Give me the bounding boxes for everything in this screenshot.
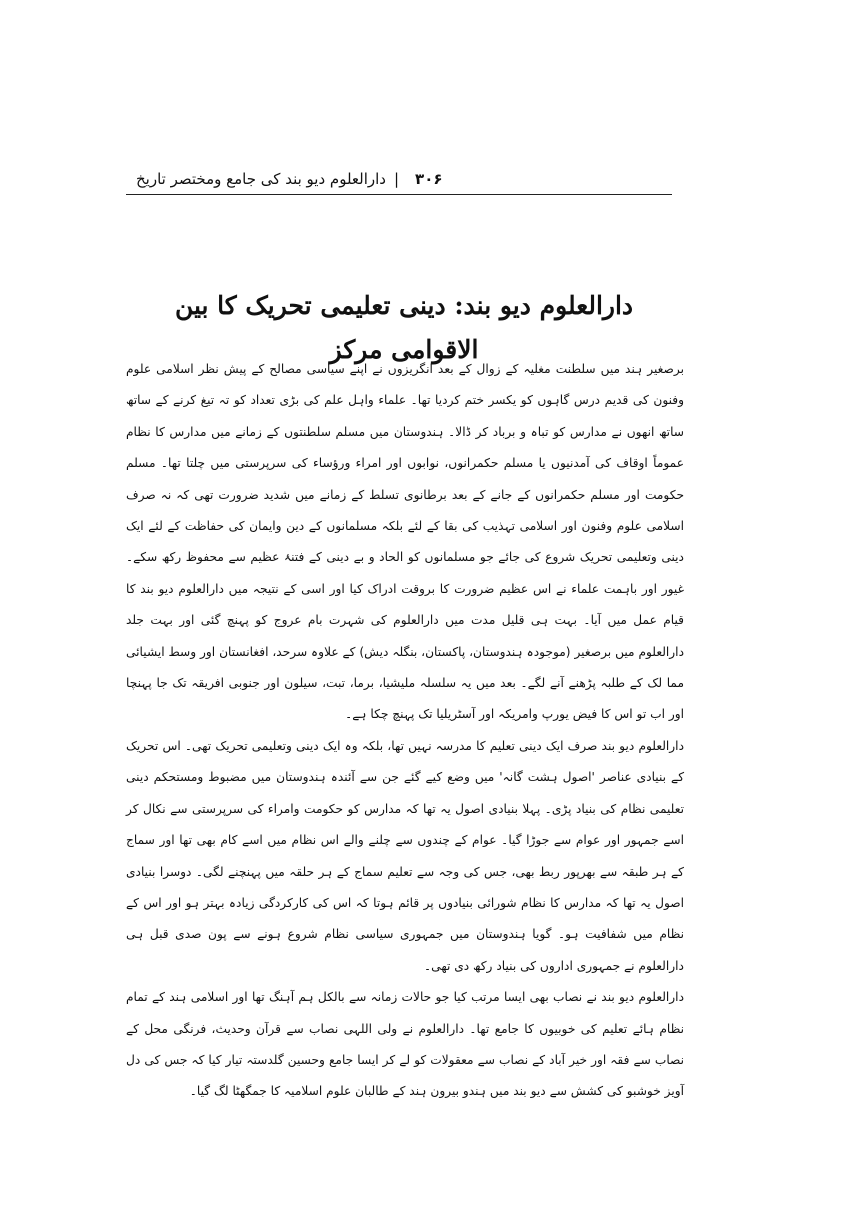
- body-text: [126, 354, 684, 1108]
- paragraph-2: دارالعلوم دیو بند صرف ایک دینی تعلیم کا مدرسہ نہیں تھا، بلکہ وہ ایک دینی وتعلیمی تحریک تھی۔ اس تحریک کے بنیادی عناصر 'اصول ہشت گانہ' میں وضع کیے گئے جن سے آئندہ ہندوستان میں مضبوط ومستحکم دینی تعلیمی نظام کی بنیاد پڑی۔ پہلا بنیادی اصول یہ تھا کہ مدارس کو حکومت وامراء کی سرپرستی سے نکال کر اسے جمہور اور عوام سے جوڑا گیا۔ عوام کے چندوں سے چلنے والے اس نظام میں اسے کام بھی تھا اور سماج کے ہر طبقہ سے بھرپور ربط بھی، جس کی وجہ سے تعلیم سماج کے ہر حلقہ میں پہنچنے لگی۔ دوسرا بنیادی اصول یہ تھا کہ مدارس کا نظام شورائی بنیادوں پر قائم ہوتا کہ اس کی کارکردگی زیادہ بہتر ہو اور اس کے نظام میں شفافیت ہو۔ گویا ہندوستان میں جمہوری سیاسی نظام شروع ہونے سے پون صدی قبل ہی دارالعلوم نے جمہوری اداروں کی بنیاد رکھ دی تھی۔: [126, 738, 684, 973]
- header-separator: |: [393, 170, 400, 188]
- header-rule: [126, 194, 672, 195]
- book-title: دارالعلوم دیو بند کی جامع ومختصر تاریخ: [136, 170, 386, 188]
- paragraph-1: برصغیر ہند میں سلطنت مغلیہ کے زوال کے بعد انگریزوں نے اپنے سیاسی مصالح کے پیش نظر اسلامی علوم وفنون کی قدیم درس گاہوں کو یکسر ختم کردیا تھا۔ علماء واہل علم کی بڑی تعداد کو تہ تیغ کرنے کے ساتھ ساتھ انھوں نے مدارس کو تباہ و برباد کر ڈالا۔ ہندوستان میں مسلم سلطنتوں کے زمانے میں مدارس کا نظام عموماً اوقاف کی آمدنیوں یا مسلم حکمرانوں، نوابوں اور امراء ورؤساء کی سرپرستی میں چلتا تھا۔ مسلم حکومت اور مسلم حکمرانوں کے جانے کے بعد برطانوی تسلط کے زمانے میں شدید ضرورت تھی کہ نہ صرف اسلامی علوم وفنون اور اسلامی تہذیب کی بقا کے لئے بلکہ مسلمانوں کے دین وایمان کی حفاظت کے لئے ایک دینی وتعلیمی تحریک شروع کی جائے جو مسلمانوں کو الحاد و بے دینی کے فتنۂ عظیم سے محفوظ رکھ سکے۔ غیور اور باہمت علماء نے اس عظیم ضرورت کا بروقت ادراک کیا اور اسی کے نتیجہ میں دارالعلوم دیو بند کا قیام عمل میں آیا۔ بہت ہی قلیل مدت میں دارالعلوم کی شہرت بام عروج کو پہنچ گئی اور بہت جلد دارالعلوم میں برصغیر (موجودہ ہندوستان، پاکستان، بنگلہ دیش) کے علاوہ سرحد، افغانستان اور وسط ایشیائی مما لک کے طلبہ پڑھنے آنے لگے۔ بعد میں یہ سلسلہ ملیشیا، برما، تبت، سیلون اور جنوبی افریقہ تک جا پہنچا اور اب تو اس کا فیض یورپ وامریکہ اور آسٹریلیا تک پہنچ چکا ہے۔: [126, 362, 684, 722]
- page-number: ۳۰۶: [415, 170, 443, 188]
- paragraph-3: دارالعلوم دیو بند نے نصاب بھی ایسا مرتب کیا جو حالات زمانہ سے بالکل ہم آہنگ تھا اور اسلامی ہند کے تمام نظام ہائے تعلیم کی خوبیوں کا جامع تھا۔ دارالعلوم نے ولی اللہی نصاب سے قرآن وحدیث، فرنگی محل کے نصاب سے فقہ اور خیر آباد کے نصاب سے معقولات کو لے کر ایسا جامع وحسین گلدستہ تیار کیا کہ جس کی دل آویز خوشبو کی کشش سے دیو بند میں ہندو بیرون ہند کے طالبان علوم اسلامیہ کا جمگھٹا لگ گیا۔: [126, 990, 684, 1099]
- running-header: [136, 160, 672, 194]
- chapter-title: دارالعلوم دیو بند: دینی تعلیمی تحریک کا بین الاقوامی مرکز: [174, 291, 634, 364]
